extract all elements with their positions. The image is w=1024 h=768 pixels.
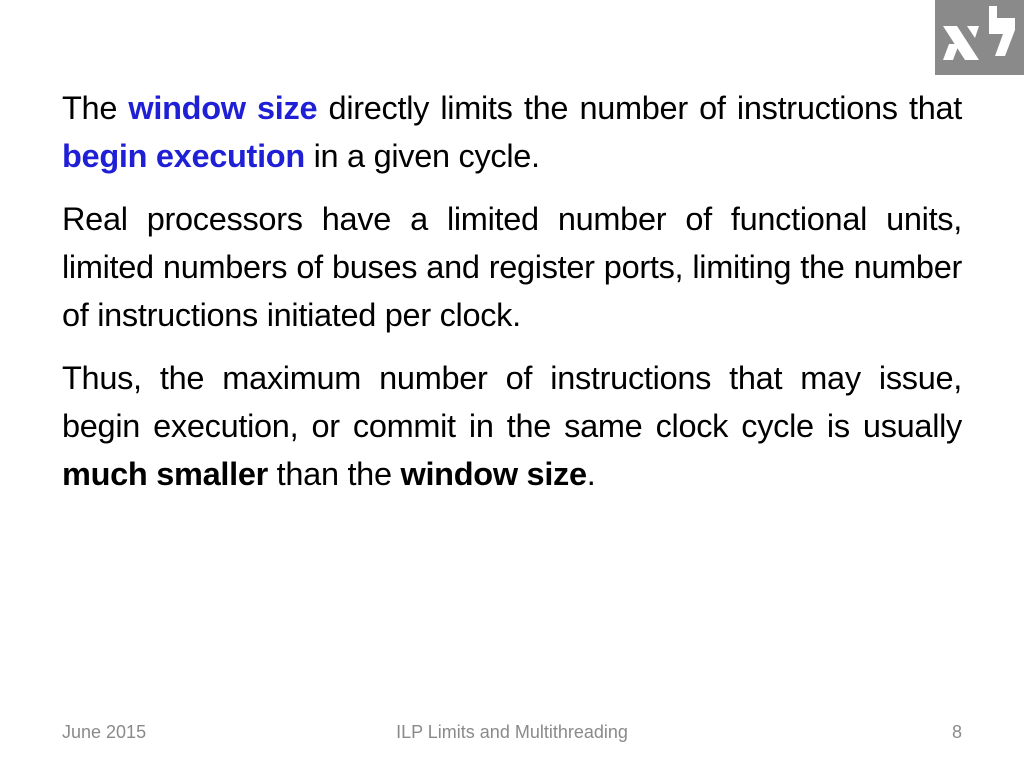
footer-title: ILP Limits and Multithreading (396, 722, 628, 742)
paragraph-window-size (62, 84, 962, 180)
text-segment: than the (267, 456, 401, 492)
text-segment: directly limits the number of instructions that (317, 90, 962, 126)
text-segment: The (62, 90, 129, 126)
paragraph-real-processors (62, 195, 962, 339)
paragraph-thus (62, 354, 962, 498)
logo (935, 0, 1024, 75)
bold-much-smaller: much smaller (62, 456, 268, 492)
text-segment: Thus, the maximum number of instructions that may issue, begin execution, or commit in the same clock cycle is usually (62, 360, 962, 444)
footer-date: June 2015 (62, 722, 147, 742)
highlight-begin-execution: begin execution (62, 138, 305, 174)
text-segment: . (586, 456, 596, 492)
text-segment: Real processors have a limited number of functional units, limited numbers of buses and register ports, limiting the number of instructions initiated per clock. (62, 201, 962, 333)
slide-body (62, 84, 962, 513)
highlight-window-size: window size (128, 90, 318, 126)
footer-page-number: 8 (951, 722, 962, 742)
bold-window-size: window size (400, 456, 587, 492)
aleph-lamed-icon (935, 0, 1024, 75)
text-segment: in a given cycle. (304, 138, 540, 174)
